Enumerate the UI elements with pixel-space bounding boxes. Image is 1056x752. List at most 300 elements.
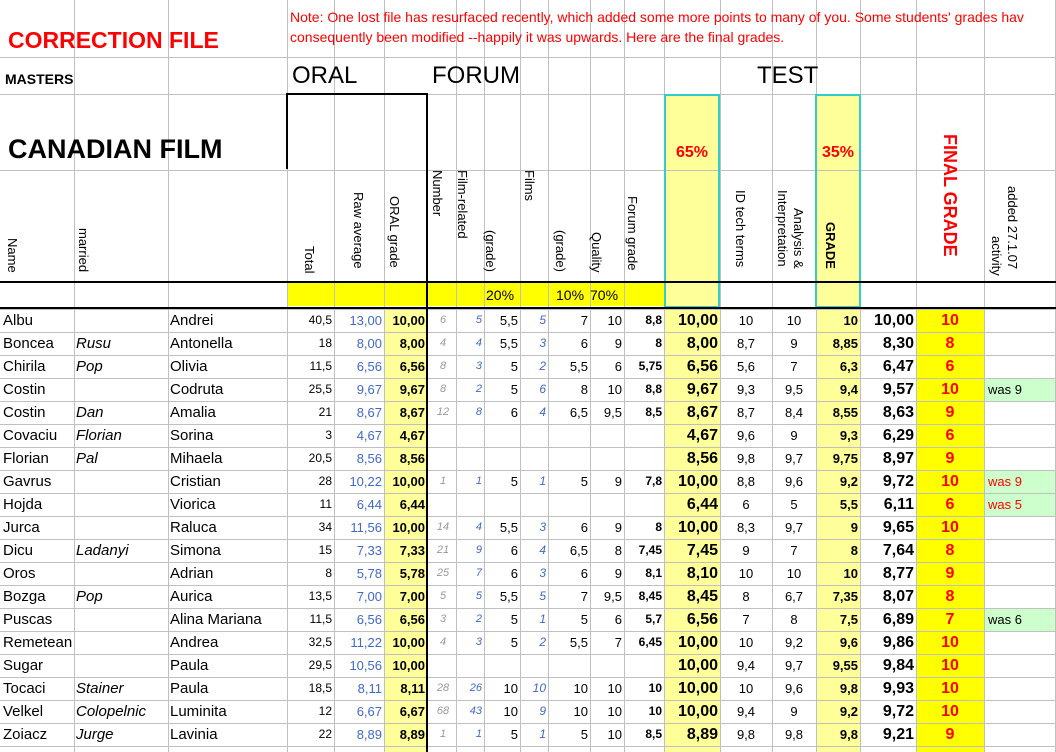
cell-total[interactable]: 40,5 bbox=[308, 313, 332, 327]
cell-of[interactable]: 10,00 bbox=[677, 312, 718, 329]
cell-fnum[interactable]: 1 bbox=[439, 728, 447, 740]
cell-raw[interactable]: 6,67 bbox=[356, 704, 382, 719]
cell-fnum[interactable]: 4 bbox=[439, 636, 447, 648]
cell-fgr[interactable]: 10 bbox=[648, 681, 662, 695]
cell-fgr[interactable] bbox=[624, 654, 664, 677]
cell-fg-final[interactable]: 9 bbox=[945, 450, 955, 467]
cell-fnum[interactable]: 21 bbox=[436, 544, 450, 556]
cell-raw[interactable]: 8,56 bbox=[356, 451, 382, 466]
cell-an[interactable]: 9,2 bbox=[784, 635, 804, 650]
cell-fg-final[interactable]: 8 bbox=[945, 588, 955, 605]
cell-name[interactable]: Oros bbox=[3, 565, 36, 582]
cell-fgr[interactable]: 5,7 bbox=[645, 612, 662, 626]
cell-id[interactable]: 5,6 bbox=[736, 359, 756, 374]
cell-id[interactable]: 8,7 bbox=[736, 336, 756, 351]
cell-fr[interactable] bbox=[456, 493, 484, 516]
cell-fin[interactable]: 8,97 bbox=[882, 450, 914, 467]
cell-frg[interactable]: 5,5 bbox=[499, 313, 518, 328]
cell-an[interactable]: 9,7 bbox=[784, 658, 804, 673]
cell-q[interactable]: 10 bbox=[607, 681, 622, 696]
cell-fgr[interactable]: 8,1 bbox=[645, 566, 662, 580]
cell-of[interactable]: 8,45 bbox=[686, 588, 718, 605]
cell-of[interactable]: 9,67 bbox=[686, 381, 718, 398]
cell-of[interactable]: 10,00 bbox=[677, 680, 718, 697]
cell-frg[interactable]: 5 bbox=[510, 635, 518, 650]
cell-fnum[interactable]: 68 bbox=[436, 705, 450, 717]
cell-raw[interactable]: 8,11 bbox=[357, 681, 382, 696]
cell-added[interactable]: was 6 bbox=[985, 609, 1055, 631]
cell-raw[interactable]: 8,00 bbox=[356, 336, 382, 351]
cell-married[interactable] bbox=[76, 378, 170, 401]
cell-oral[interactable]: 9,67 bbox=[399, 382, 425, 397]
cell-films[interactable] bbox=[520, 654, 548, 677]
cell-an[interactable]: 9,7 bbox=[784, 520, 804, 535]
cell-first[interactable]: Paula bbox=[170, 680, 209, 697]
cell-total[interactable]: 12 bbox=[318, 704, 332, 718]
cell-an[interactable]: 7 bbox=[790, 543, 798, 558]
cell-films[interactable]: 2 bbox=[539, 359, 546, 373]
cell-q[interactable]: 9,5 bbox=[603, 589, 622, 604]
cell-fgr[interactable]: 8 bbox=[655, 520, 662, 534]
cell-married[interactable] bbox=[76, 562, 170, 585]
cell-fin[interactable]: 6,29 bbox=[882, 427, 914, 444]
cell-married[interactable]: Dan bbox=[76, 404, 104, 421]
cell-of[interactable]: 4,67 bbox=[686, 427, 718, 444]
cell-name[interactable]: Covaciu bbox=[3, 427, 58, 444]
cell-id[interactable]: 9,3 bbox=[736, 382, 756, 397]
cell-id[interactable]: 8,8 bbox=[736, 474, 756, 489]
cell-fgr[interactable] bbox=[624, 424, 664, 447]
cell-married[interactable] bbox=[76, 608, 170, 631]
cell-of[interactable]: 10,00 bbox=[677, 657, 718, 674]
cell-raw[interactable]: 8,67 bbox=[356, 405, 382, 420]
cell-fgr[interactable]: 8,5 bbox=[645, 405, 662, 419]
cell-frg[interactable]: 5 bbox=[510, 474, 518, 489]
cell-fin[interactable]: 9,86 bbox=[882, 634, 914, 651]
cell-films[interactable] bbox=[520, 447, 548, 470]
cell-frg[interactable]: 5 bbox=[510, 612, 518, 627]
cell-of[interactable]: 8,89 bbox=[686, 726, 718, 743]
cell-fnum[interactable]: 8 bbox=[439, 383, 447, 395]
cell-films[interactable]: 1 bbox=[539, 727, 546, 741]
cell-films[interactable] bbox=[520, 493, 548, 516]
cell-fg-final[interactable]: 10 bbox=[941, 473, 959, 490]
cell-fg[interactable]: 5 bbox=[580, 474, 588, 489]
cell-q[interactable]: 10 bbox=[607, 704, 622, 719]
cell-q[interactable]: 10 bbox=[607, 727, 622, 742]
cell-tg[interactable]: 9,4 bbox=[839, 382, 858, 397]
cell-married[interactable] bbox=[76, 654, 170, 677]
cell-fgr[interactable]: 7,45 bbox=[638, 543, 662, 557]
cell-an[interactable]: 7 bbox=[790, 359, 798, 374]
cell-first[interactable]: Andrea bbox=[170, 634, 219, 651]
cell-of[interactable]: 7,45 bbox=[686, 542, 718, 559]
cell-raw[interactable]: 10,56 bbox=[349, 658, 382, 673]
cell-fg-final[interactable]: 6 bbox=[945, 427, 955, 444]
cell-first[interactable]: Simona bbox=[170, 542, 221, 559]
cell-fr[interactable]: 26 bbox=[469, 682, 482, 694]
cell-oral[interactable]: 10,00 bbox=[392, 520, 425, 535]
cell-fin[interactable]: 8,07 bbox=[882, 588, 914, 605]
cell-married[interactable] bbox=[76, 516, 170, 539]
cell-fnum[interactable] bbox=[430, 424, 456, 447]
cell-an[interactable]: 10 bbox=[786, 313, 802, 328]
cell-tg[interactable]: 10 bbox=[843, 313, 858, 328]
cell-fin[interactable]: 9,65 bbox=[882, 519, 914, 536]
cell-oral[interactable]: 10,00 bbox=[392, 313, 425, 328]
cell-fr[interactable] bbox=[456, 447, 484, 470]
cell-oral[interactable]: 6,56 bbox=[399, 359, 425, 374]
cell-id[interactable]: 9,4 bbox=[736, 704, 756, 719]
cell-name[interactable]: Zoiacz bbox=[3, 726, 48, 743]
cell-total[interactable]: 11 bbox=[319, 497, 332, 511]
cell-id[interactable]: 10 bbox=[738, 313, 754, 328]
cell-tg[interactable]: 9,55 bbox=[832, 658, 858, 673]
cell-q[interactable] bbox=[590, 654, 624, 677]
cell-frg[interactable]: 6 bbox=[510, 405, 518, 420]
cell-total[interactable]: 29,5 bbox=[308, 658, 332, 672]
cell-tg[interactable]: 9,6 bbox=[839, 635, 858, 650]
cell-fg[interactable]: 7 bbox=[580, 589, 588, 604]
cell-id[interactable]: 10 bbox=[738, 635, 754, 650]
cell-fin[interactable]: 8,77 bbox=[882, 565, 914, 582]
cell-films[interactable]: 6 bbox=[539, 382, 546, 396]
cell-id[interactable]: 7 bbox=[742, 612, 750, 627]
cell-id[interactable]: 8 bbox=[742, 589, 750, 604]
cell-films[interactable]: 9 bbox=[539, 704, 546, 718]
cell-fgr[interactable]: 6,45 bbox=[638, 635, 662, 649]
cell-fg-final[interactable]: 6 bbox=[945, 496, 955, 513]
cell-name[interactable]: Boncea bbox=[3, 335, 54, 352]
cell-frg[interactable]: 10 bbox=[503, 704, 518, 719]
cell-fnum[interactable] bbox=[430, 447, 456, 470]
cell-fr[interactable]: 5 bbox=[475, 314, 482, 326]
cell-id[interactable]: 8,7 bbox=[736, 405, 756, 420]
cell-fin[interactable]: 9,57 bbox=[882, 381, 914, 398]
cell-first[interactable]: Raluca bbox=[170, 519, 217, 536]
cell-raw[interactable]: 6,56 bbox=[356, 359, 382, 374]
cell-fin[interactable]: 6,89 bbox=[882, 611, 914, 628]
cell-oral[interactable]: 8,11 bbox=[400, 681, 425, 696]
cell-tg[interactable]: 5,5 bbox=[839, 497, 858, 512]
cell-films[interactable]: 3 bbox=[539, 520, 546, 534]
cell-name[interactable]: Bozga bbox=[3, 588, 46, 605]
cell-first[interactable]: Cristian bbox=[170, 473, 221, 490]
cell-raw[interactable]: 11,22 bbox=[350, 635, 382, 650]
cell-fg[interactable]: 6,5 bbox=[569, 405, 588, 420]
cell-fnum[interactable]: 14 bbox=[436, 521, 450, 533]
cell-fnum[interactable]: 25 bbox=[436, 567, 450, 579]
cell-fgr[interactable]: 5,75 bbox=[638, 359, 662, 373]
cell-an[interactable]: 9 bbox=[790, 704, 798, 719]
cell-fr[interactable]: 1 bbox=[475, 475, 482, 487]
cell-tg[interactable]: 7,35 bbox=[832, 589, 858, 604]
cell-fg-final[interactable]: 6 bbox=[945, 358, 955, 375]
cell-raw[interactable]: 7,33 bbox=[356, 543, 382, 558]
cell-fg[interactable]: 5 bbox=[580, 727, 588, 742]
cell-q[interactable]: 6 bbox=[614, 612, 622, 627]
cell-fr[interactable]: 2 bbox=[475, 613, 482, 625]
cell-fgr[interactable]: 8,5 bbox=[645, 727, 662, 741]
cell-frg[interactable]: 5,5 bbox=[499, 520, 518, 535]
cell-q[interactable]: 9 bbox=[614, 566, 622, 581]
cell-an[interactable]: 8 bbox=[790, 612, 798, 627]
cell-raw[interactable]: 10,22 bbox=[349, 474, 382, 489]
cell-fg-final[interactable]: 8 bbox=[945, 542, 955, 559]
cell-fin[interactable]: 8,63 bbox=[882, 404, 914, 421]
cell-q[interactable]: 8 bbox=[614, 543, 622, 558]
cell-fr[interactable]: 7 bbox=[475, 567, 482, 579]
cell-films[interactable]: 5 bbox=[539, 589, 546, 603]
cell-name[interactable]: Costin bbox=[3, 381, 46, 398]
cell-frg[interactable]: 5 bbox=[510, 382, 518, 397]
cell-oral[interactable]: 10,00 bbox=[392, 474, 425, 489]
cell-name[interactable]: Remetean bbox=[3, 634, 73, 651]
cell-an[interactable]: 10 bbox=[786, 566, 802, 581]
cell-fnum[interactable]: 3 bbox=[439, 613, 447, 625]
cell-fg[interactable]: 7 bbox=[580, 313, 588, 328]
cell-q[interactable]: 10 bbox=[607, 382, 622, 397]
cell-of[interactable]: 10,00 bbox=[677, 634, 718, 651]
cell-fg-final[interactable]: 8 bbox=[945, 335, 955, 352]
cell-films[interactable]: 10 bbox=[532, 681, 546, 695]
cell-of[interactable]: 8,10 bbox=[686, 565, 718, 582]
cell-married[interactable]: Florian bbox=[76, 427, 122, 444]
cell-fnum[interactable] bbox=[430, 493, 456, 516]
cell-tg[interactable]: 8,55 bbox=[832, 405, 858, 420]
cell-fgr[interactable] bbox=[624, 493, 664, 516]
cell-an[interactable]: 8,4 bbox=[784, 405, 804, 420]
cell-q[interactable] bbox=[590, 493, 624, 516]
cell-oral[interactable]: 8,67 bbox=[399, 405, 425, 420]
cell-total[interactable]: 3 bbox=[325, 428, 332, 442]
cell-fgr[interactable]: 8 bbox=[655, 336, 662, 350]
cell-total[interactable]: 8 bbox=[325, 566, 332, 580]
cell-id[interactable]: 10 bbox=[738, 681, 754, 696]
cell-fnum[interactable]: 28 bbox=[436, 682, 450, 694]
cell-fr[interactable]: 4 bbox=[475, 337, 482, 349]
cell-raw[interactable]: 8,89 bbox=[356, 727, 382, 742]
cell-q[interactable]: 9 bbox=[614, 474, 622, 489]
cell-id[interactable]: 9,8 bbox=[736, 451, 756, 466]
cell-name[interactable]: Costin bbox=[3, 404, 46, 421]
cell-fnum[interactable]: 5 bbox=[439, 590, 447, 602]
cell-fg-final[interactable]: 9 bbox=[945, 726, 955, 743]
cell-tg[interactable]: 7,5 bbox=[839, 612, 858, 627]
cell-fin[interactable]: 10,00 bbox=[873, 312, 914, 329]
cell-first[interactable]: Luminita bbox=[170, 703, 227, 720]
cell-films[interactable]: 4 bbox=[539, 405, 546, 419]
cell-oral[interactable]: 7,33 bbox=[399, 543, 425, 558]
cell-name[interactable]: Tocaci bbox=[3, 680, 46, 697]
cell-fin[interactable]: 9,84 bbox=[882, 657, 914, 674]
cell-first[interactable]: Mihaela bbox=[170, 450, 223, 467]
cell-total[interactable]: 32,5 bbox=[308, 635, 332, 649]
cell-first[interactable]: Alina Mariana bbox=[170, 611, 262, 628]
cell-oral[interactable]: 10,00 bbox=[392, 635, 425, 650]
cell-an[interactable]: 6,7 bbox=[784, 589, 804, 604]
cell-name[interactable]: Florian bbox=[3, 450, 49, 467]
cell-tg[interactable]: 9,8 bbox=[839, 727, 858, 742]
cell-fg[interactable] bbox=[548, 424, 590, 447]
cell-fgr[interactable]: 8,45 bbox=[638, 589, 662, 603]
cell-frg[interactable]: 5 bbox=[510, 727, 518, 742]
cell-oral[interactable]: 8,00 bbox=[399, 336, 425, 351]
cell-raw[interactable]: 5,78 bbox=[356, 566, 382, 581]
cell-first[interactable]: Aurica bbox=[170, 588, 213, 605]
cell-oral[interactable]: 8,89 bbox=[399, 727, 425, 742]
cell-fr[interactable] bbox=[456, 654, 484, 677]
cell-fin[interactable]: 9,93 bbox=[882, 680, 914, 697]
cell-first[interactable]: Olivia bbox=[170, 358, 208, 375]
cell-fr[interactable]: 8 bbox=[475, 406, 482, 418]
cell-first[interactable]: Antonella bbox=[170, 335, 233, 352]
cell-married[interactable]: Pop bbox=[76, 588, 103, 605]
cell-films[interactable]: 4 bbox=[539, 543, 546, 557]
cell-fr[interactable]: 5 bbox=[475, 590, 482, 602]
cell-first[interactable]: Lavinia bbox=[170, 726, 218, 743]
cell-raw[interactable]: 6,44 bbox=[356, 497, 382, 512]
cell-oral[interactable]: 7,00 bbox=[399, 589, 425, 604]
cell-fg[interactable]: 6 bbox=[580, 566, 588, 581]
cell-married[interactable] bbox=[76, 493, 170, 516]
cell-fgr[interactable]: 10 bbox=[648, 704, 662, 718]
cell-fg[interactable]: 10 bbox=[573, 681, 588, 696]
cell-fin[interactable]: 6,11 bbox=[883, 496, 914, 513]
cell-films[interactable]: 1 bbox=[539, 474, 546, 488]
cell-fg[interactable]: 6 bbox=[580, 336, 588, 351]
cell-married[interactable] bbox=[76, 631, 170, 654]
cell-oral[interactable]: 5,78 bbox=[399, 566, 425, 581]
cell-oral[interactable]: 6,56 bbox=[399, 612, 425, 627]
cell-total[interactable]: 34 bbox=[318, 520, 332, 534]
cell-total[interactable]: 25,5 bbox=[308, 382, 332, 396]
cell-frg[interactable] bbox=[484, 447, 520, 470]
cell-an[interactable]: 9,7 bbox=[784, 451, 804, 466]
cell-an[interactable]: 5 bbox=[790, 497, 798, 512]
cell-married[interactable]: Rusu bbox=[76, 335, 112, 352]
cell-q[interactable]: 6 bbox=[614, 359, 622, 374]
cell-fg-final[interactable]: 10 bbox=[941, 381, 959, 398]
cell-first[interactable]: Sorina bbox=[170, 427, 214, 444]
cell-married[interactable]: Ladanyi bbox=[76, 542, 129, 559]
cell-of[interactable]: 10,00 bbox=[677, 519, 718, 536]
cell-fg-final[interactable]: 10 bbox=[941, 634, 959, 651]
cell-an[interactable]: 9 bbox=[790, 428, 798, 443]
cell-fr[interactable]: 1 bbox=[475, 728, 482, 740]
cell-married[interactable]: Stainer bbox=[76, 680, 124, 697]
cell-added[interactable]: was 9 bbox=[985, 379, 1055, 401]
cell-films[interactable] bbox=[520, 424, 548, 447]
cell-fr[interactable]: 3 bbox=[475, 360, 482, 372]
cell-fin[interactable]: 9,72 bbox=[882, 703, 914, 720]
cell-tg[interactable]: 8,85 bbox=[832, 336, 858, 351]
cell-tg[interactable]: 9,3 bbox=[839, 428, 858, 443]
cell-q[interactable]: 9 bbox=[614, 520, 622, 535]
cell-fg-final[interactable]: 10 bbox=[941, 657, 959, 674]
cell-fg[interactable]: 6,5 bbox=[569, 543, 588, 558]
cell-an[interactable]: 9 bbox=[790, 336, 798, 351]
cell-q[interactable] bbox=[590, 424, 624, 447]
cell-tg[interactable]: 6,3 bbox=[839, 359, 858, 374]
cell-q[interactable]: 9,5 bbox=[603, 405, 622, 420]
cell-fg-final[interactable]: 10 bbox=[941, 703, 959, 720]
cell-fnum[interactable]: 12 bbox=[436, 406, 450, 418]
cell-oral[interactable]: 6,44 bbox=[399, 497, 425, 512]
cell-fin[interactable]: 9,21 bbox=[882, 726, 914, 743]
cell-fr[interactable]: 43 bbox=[469, 705, 482, 717]
cell-frg[interactable]: 5 bbox=[510, 359, 518, 374]
cell-total[interactable]: 13,5 bbox=[308, 589, 332, 603]
cell-of[interactable]: 8,67 bbox=[686, 404, 718, 421]
cell-oral[interactable]: 8,56 bbox=[399, 451, 425, 466]
cell-an[interactable]: 9,5 bbox=[784, 382, 804, 397]
cell-married[interactable]: Pop bbox=[76, 358, 103, 375]
cell-fg[interactable] bbox=[548, 493, 590, 516]
cell-total[interactable]: 18,5 bbox=[308, 681, 332, 695]
cell-fg[interactable]: 5 bbox=[580, 612, 588, 627]
cell-id[interactable]: 9,6 bbox=[736, 428, 756, 443]
cell-frg[interactable] bbox=[484, 654, 520, 677]
cell-fgr[interactable] bbox=[624, 447, 664, 470]
cell-raw[interactable]: 13,00 bbox=[349, 313, 382, 328]
cell-fg-final[interactable]: 7 bbox=[945, 611, 955, 628]
cell-id[interactable]: 8,3 bbox=[736, 520, 756, 535]
cell-total[interactable]: 15 bbox=[318, 543, 332, 557]
cell-total[interactable]: 20,5 bbox=[308, 451, 332, 465]
cell-raw[interactable]: 11,56 bbox=[350, 520, 382, 535]
cell-fin[interactable]: 6,47 bbox=[882, 358, 914, 375]
cell-fnum[interactable] bbox=[430, 654, 456, 677]
cell-name[interactable]: Jurca bbox=[3, 519, 40, 536]
cell-total[interactable]: 18 bbox=[318, 336, 332, 350]
cell-name[interactable]: Dicu bbox=[3, 542, 34, 559]
cell-tg[interactable]: 9,75 bbox=[832, 451, 858, 466]
cell-added[interactable]: was 9 bbox=[985, 471, 1055, 493]
cell-raw[interactable]: 6,56 bbox=[356, 612, 382, 627]
cell-an[interactable]: 9,6 bbox=[784, 681, 804, 696]
cell-fg[interactable] bbox=[548, 447, 590, 470]
cell-id[interactable]: 10 bbox=[738, 566, 754, 581]
cell-fg[interactable]: 8 bbox=[580, 382, 588, 397]
cell-married[interactable]: Colopelnic bbox=[76, 703, 147, 720]
cell-id[interactable]: 9,8 bbox=[736, 727, 756, 742]
cell-fnum[interactable]: 6 bbox=[439, 314, 447, 326]
cell-total[interactable]: 21 bbox=[318, 405, 332, 419]
cell-fr[interactable]: 4 bbox=[475, 521, 482, 533]
cell-an[interactable]: 9,8 bbox=[784, 727, 804, 742]
cell-tg[interactable]: 10 bbox=[843, 566, 858, 581]
cell-q[interactable]: 10 bbox=[607, 313, 622, 328]
cell-id[interactable]: 6 bbox=[742, 497, 750, 512]
cell-raw[interactable]: 9,67 bbox=[356, 382, 382, 397]
cell-an[interactable]: 9,6 bbox=[784, 474, 804, 489]
cell-tg[interactable]: 8 bbox=[850, 543, 858, 558]
cell-q[interactable] bbox=[590, 447, 624, 470]
cell-fnum[interactable]: 1 bbox=[439, 475, 447, 487]
cell-fg-final[interactable]: 9 bbox=[945, 565, 955, 582]
cell-fg-final[interactable]: 10 bbox=[941, 519, 959, 536]
cell-total[interactable]: 11,5 bbox=[309, 612, 332, 626]
cell-fg[interactable] bbox=[548, 654, 590, 677]
cell-fgr[interactable]: 8,8 bbox=[645, 382, 662, 396]
cell-fgr[interactable]: 8,8 bbox=[645, 313, 662, 327]
cell-fg-final[interactable]: 10 bbox=[941, 312, 959, 329]
cell-fr[interactable]: 9 bbox=[475, 544, 482, 556]
cell-first[interactable]: Paula bbox=[170, 657, 209, 674]
cell-fg[interactable]: 5,5 bbox=[569, 359, 588, 374]
cell-name[interactable]: Puscas bbox=[3, 611, 53, 628]
